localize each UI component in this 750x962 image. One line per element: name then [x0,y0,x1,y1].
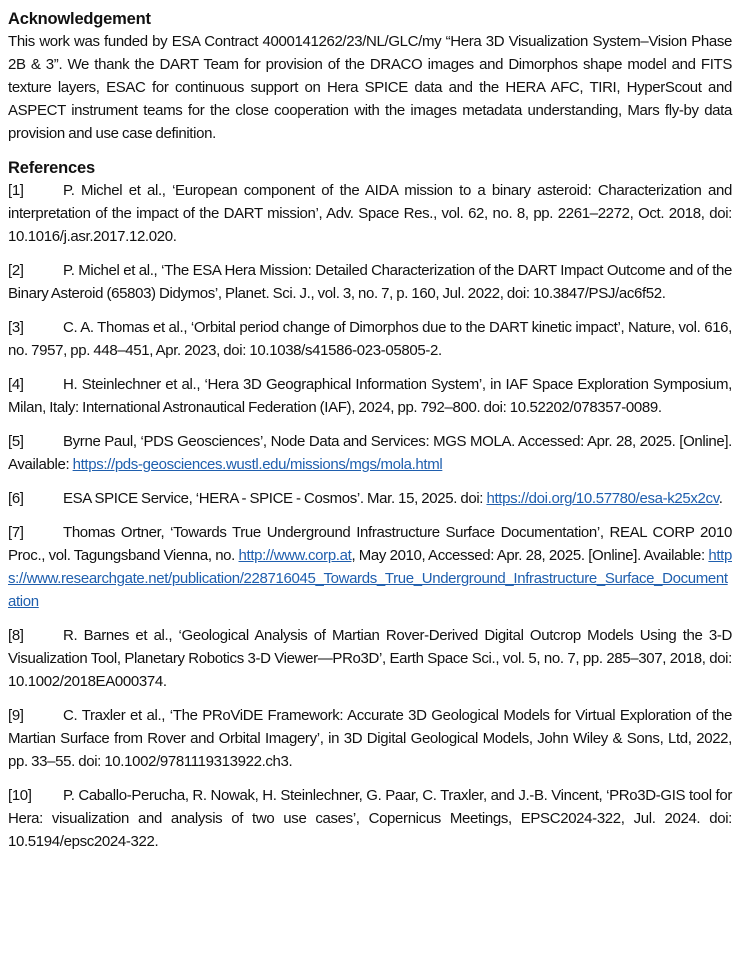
reference-text: Byrne Paul, ‘PDS Geosciences’, Node Data and Services: MGS MOLA. Accessed: Apr. 28, 2025. [Online]. Available: [8,433,732,473]
acknowledgement-text: This work was funded by ESA Contract 4000141262/23/NL/GLC/my “Hera 3D Visualization System–Vision Phase 2B & 3”. We thank the DART Team for provision of the DRACO images and Dimorphos shape model and FITS texture layers, ESAC for continuous support on Hera SPICE data and the HERA AFC, TIRI, HyperScout and ASPECT instrument teams for the close cooperation with the images metadata understanding, Mars fly-by data provision and use case definition. [8,33,732,142]
reference-link-secondary[interactable]: https://www.researchgate.net/publication/228716045_Towards_True_Underground_Infrastructure_Surface_Documentation [8,547,732,610]
reference-text: P. Michel et al., ‘European component of the AIDA mission to a binary asteroid: Characterization and interpretation of the impact of the DART mission’, Adv. Space Res., vol. 62, no. 8, pp. 2261–2272, Oct. 2018, doi: 10.1016/j.asr.2017.12.020. [8,182,732,245]
reference-number: [7] [8,524,24,541]
acknowledgement-heading: Acknowledgement [8,10,151,28]
reference-text: C. A. Thomas et al., ‘Orbital period change of Dimorphos due to the DART kinetic impact’, Nature, vol. 616, no. 7957, pp. 448–451, Apr. 2023, doi: 10.1038/s41586-023-05805-2. [8,319,732,359]
reference-text: H. Steinlechner et al., ‘Hera 3D Geographical Information System’, in IAF Space Exploration Symposium, Milan, Italy: International Astronautical Federation (IAF), 2024, pp. 792–800. doi: 10.52202/078357-0089. [8,376,732,416]
reference-item-6 [8,487,732,510]
reference-item-10 [8,784,732,853]
reference-text: P. Caballo-Perucha, R. Nowak, H. Steinlechner, G. Paar, C. Traxler, and J.-B. Vincent, ‘PRo3D-GIS tool for Hera: visualization and analysis of two use cases’, Copernicus Meetings, EPSC2024-322, Jul. 2024. doi: 10.5194/epsc2024-322. [8,787,732,850]
reference-link[interactable]: https://doi.org/10.57780/esa-k25x2cv [486,490,719,507]
reference-number: [4] [8,376,24,393]
reference-item-3 [8,316,732,362]
reference-number: [2] [8,262,24,279]
acknowledgement-section [8,8,732,145]
references-section [8,157,732,853]
references-heading: References [8,159,95,177]
reference-number: [10] [8,787,32,804]
reference-number: [1] [8,182,24,199]
reference-number: [3] [8,319,24,336]
reference-link[interactable]: http://www.corp.at [238,547,352,564]
reference-number: [6] [8,490,24,507]
reference-item-1 [8,179,732,248]
reference-item-7 [8,521,732,613]
reference-item-2 [8,259,732,305]
reference-text: ESA SPICE Service, ‘HERA - SPICE - Cosmos’. Mar. 15, 2025. doi: [63,490,487,507]
reference-number: [8] [8,627,24,644]
reference-item-5 [8,430,732,476]
reference-link[interactable]: https://pds-geosciences.wustl.edu/missions/mgs/mola.html [72,456,443,473]
reference-text: R. Barnes et al., ‘Geological Analysis of Martian Rover-Derived Digital Outcrop Models Using the 3-D Visualization Tool, Planetary Robotics 3-D Viewer—PRo3D’, Earth Space Sci., vol. 5, no. 7, pp. 285–307, 2018, doi: 10.1002/2018EA000374. [8,627,732,690]
reference-text-continued: , May 2010, Accessed: Apr. 28, 2025. [Online]. Available: [351,547,709,564]
reference-item-9 [8,704,732,773]
reference-text-tail: . [718,490,723,507]
reference-text: C. Traxler et al., ‘The PRoViDE Framework: Accurate 3D Geological Models for Virtual Exploration of the Martian Surface from Rover and Orbital Imagery’, in 3D Digital Geological Models, John Wiley & Sons, Ltd, 2022, pp. 33–55. doi: 10.1002/9781119313922.ch3. [8,707,732,770]
reference-text: P. Michel et al., ‘The ESA Hera Mission: Detailed Characterization of the DART Impact Outcome and of the Binary Asteroid (65803) Didymos’, Planet. Sci. J., vol. 3, no. 7, p. 160, Jul. 2022, doi: 10.3847/PSJ/ac6f52. [8,262,732,302]
reference-number: [5] [8,433,24,450]
reference-number: [9] [8,707,24,724]
reference-item-4 [8,373,732,419]
reference-item-8 [8,624,732,693]
reference-text: Thomas Ortner, ‘Towards True Underground Infrastructure Surface Documentation’, REAL CORP 2010 Proc., vol. Tagungsband Vienna, no. [8,524,732,564]
